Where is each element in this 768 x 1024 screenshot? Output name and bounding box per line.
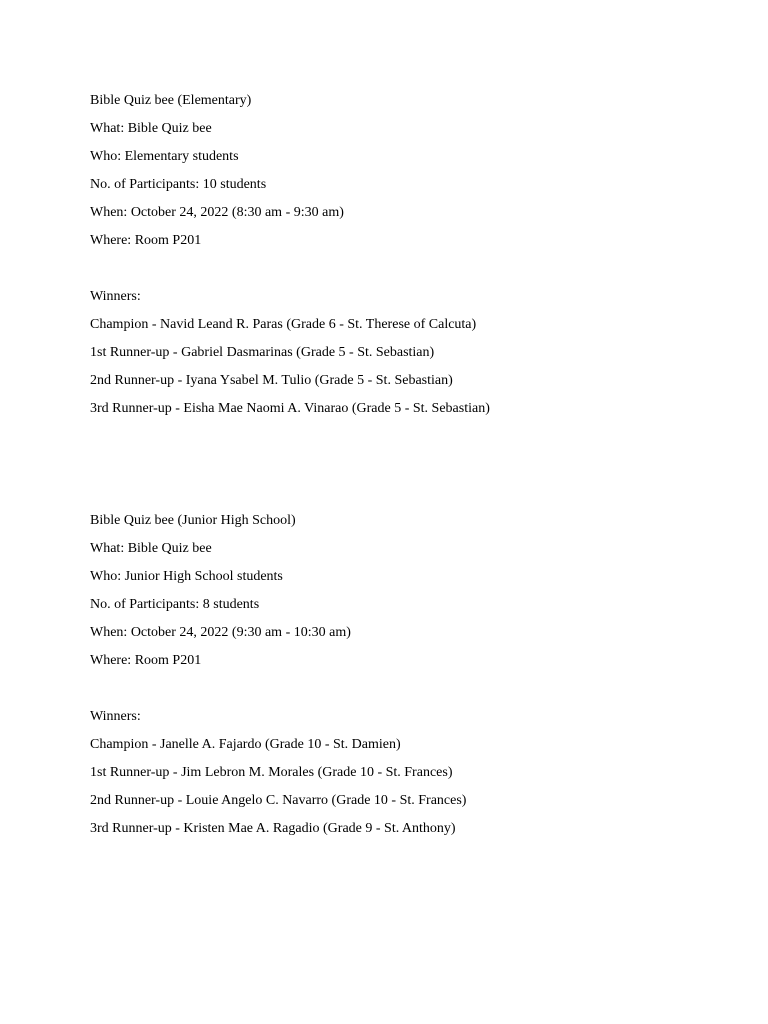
winner-champion: Champion - Navid Leand R. Paras (Grade 6 - St. Therese of Calcuta) bbox=[90, 317, 477, 332]
winner-1st-runner-up: 1st Runner-up - Gabriel Dasmarinas (Grade 5 - St. Sebastian) bbox=[90, 345, 435, 360]
event-title: Bible Quiz bee (Elementary) bbox=[90, 93, 252, 108]
event-who: Who: Elementary students bbox=[90, 149, 239, 164]
winner-2nd-runner-up: 2nd Runner-up - Louie Angelo C. Navarro (Grade 10 - St. Frances) bbox=[90, 793, 467, 808]
event-participants: No. of Participants: 10 students bbox=[90, 177, 267, 192]
winners-label: Winners: bbox=[90, 709, 141, 724]
event-when: When: October 24, 2022 (9:30 am - 10:30 am) bbox=[90, 625, 351, 640]
event-participants: No. of Participants: 8 students bbox=[90, 597, 260, 612]
winner-champion: Champion - Janelle A. Fajardo (Grade 10 - St. Damien) bbox=[90, 737, 401, 752]
event-where: Where: Room P201 bbox=[90, 233, 202, 248]
winner-1st-runner-up: 1st Runner-up - Jim Lebron M. Morales (Grade 10 - St. Frances) bbox=[90, 765, 453, 780]
winner-2nd-runner-up: 2nd Runner-up - Iyana Ysabel M. Tulio (Grade 5 - St. Sebastian) bbox=[90, 373, 453, 388]
winner-3rd-runner-up: 3rd Runner-up - Eisha Mae Naomi A. Vinarao (Grade 5 - St. Sebastian) bbox=[90, 401, 490, 416]
winner-3rd-runner-up: 3rd Runner-up - Kristen Mae A. Ragadio (Grade 9 - St. Anthony) bbox=[90, 821, 456, 836]
event-section-junior-high bbox=[90, 511, 730, 847]
event-what: What: Bible Quiz bee bbox=[90, 541, 212, 556]
event-what: What: Bible Quiz bee bbox=[90, 121, 212, 136]
event-who: Who: Junior High School students bbox=[90, 569, 283, 584]
winners-label: Winners: bbox=[90, 289, 141, 304]
event-where: Where: Room P201 bbox=[90, 653, 202, 668]
event-section-elementary bbox=[90, 91, 730, 427]
spacer bbox=[90, 259, 730, 287]
event-when: When: October 24, 2022 (8:30 am - 9:30 am) bbox=[90, 205, 344, 220]
event-title: Bible Quiz bee (Junior High School) bbox=[90, 513, 296, 528]
spacer bbox=[90, 679, 730, 707]
